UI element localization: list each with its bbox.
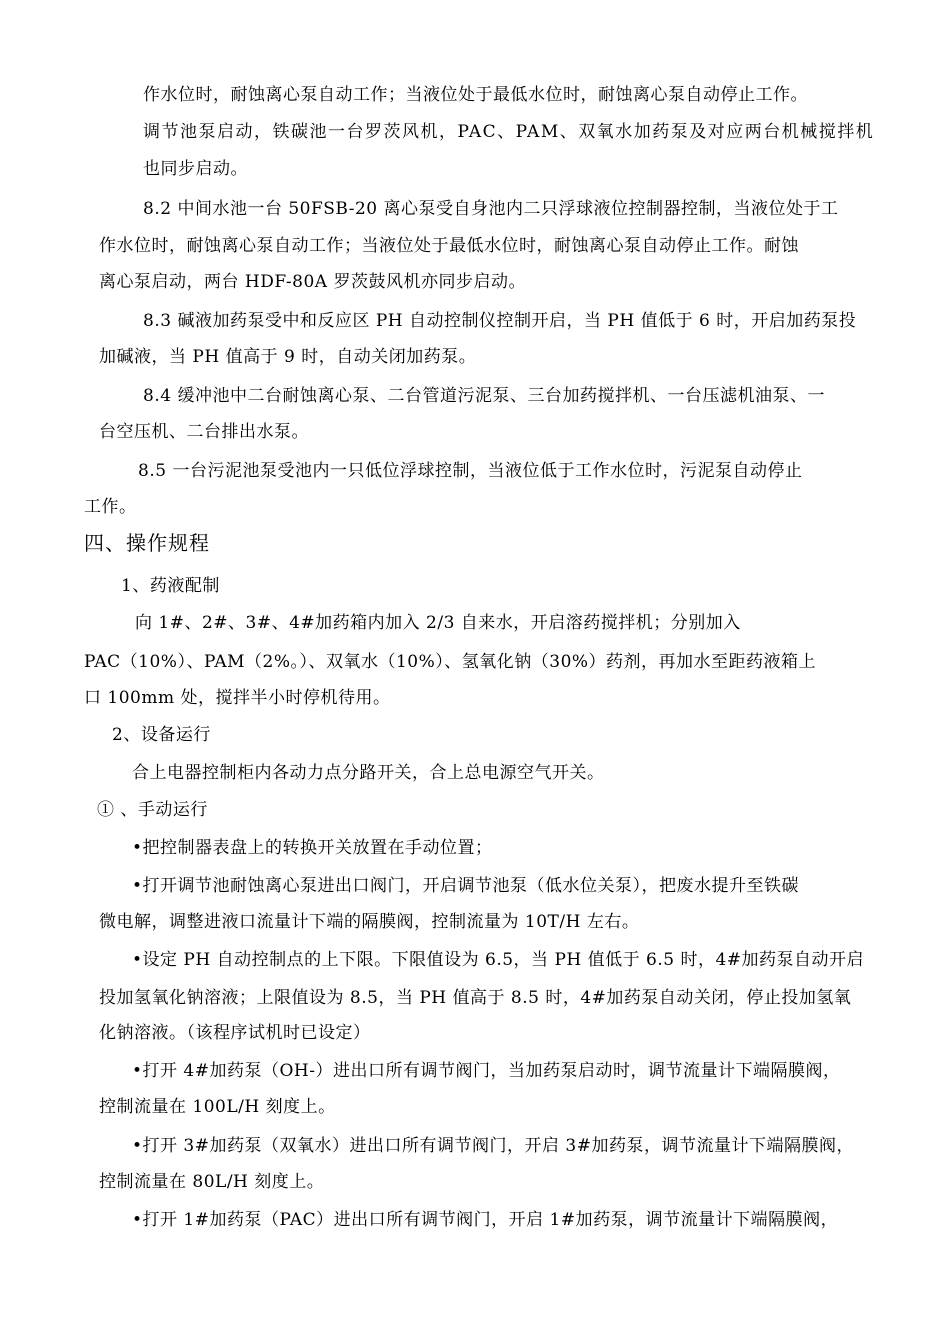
bullet-item: •打开 1#加药泵（PAC）进出口所有调节阀门，开启 1#加药泵，调节流量计下端隔膜阀， (132, 1210, 839, 1230)
section-heading: 四、操作规程 (84, 531, 210, 555)
bullet-item: •打开 3#加药泵（双氧水）进出口所有调节阀门，开启 3#加药泵，调节流量计下端隔膜阀， (132, 1136, 854, 1156)
subsection-heading: 1、药液配制 (121, 576, 220, 596)
text-line: 作水位时，耐蚀离心泵自动工作；当液位处于最低水位时，耐蚀离心泵自动停止工作。耐蚀 (99, 236, 799, 256)
text-line: 8.2 中间水池一台 50FSB-20 离心泵受自身池内二只浮球液位控制器控制，当液位处于工 (143, 199, 839, 219)
text-line: 8.3 碱液加药泵受中和反应区 PH 自动控制仪控制开启，当 PH 值低于 6 时，开启加药泵投 (143, 311, 857, 331)
text-line: 台空压机、二台排出水泵。 (99, 422, 309, 442)
text-line: 加碱液，当 PH 值高于 9 时，自动关闭加药泵。 (99, 347, 477, 367)
text-line: 作水位时，耐蚀离心泵自动工作；当液位处于最低水位时，耐蚀离心泵自动停止工作。 (143, 85, 808, 105)
text-line: 8.4 缓冲池中二台耐蚀离心泵、二台管道污泥泵、三台加药搅拌机、一台压滤机油泵、一 (143, 386, 825, 406)
text-line: 控制流量在 80L/H 刻度上。 (99, 1172, 325, 1192)
text-line: 离心泵启动，两台 HDF-80A 罗茨鼓风机亦同步启动。 (99, 272, 526, 292)
text-line: 微电解，调整进液口流量计下端的隔膜阀，控制流量为 10T/H 左右。 (99, 912, 640, 932)
bullet-item: •设定 PH 自动控制点的上下限。下限值设为 6.5，当 PH 值低于 6.5 时，4#加药泵自动开启 (132, 950, 865, 970)
text-line: 工作。 (84, 497, 137, 517)
text-line: 合上电器控制柜内各动力点分路开关，合上总电源空气开关。 (132, 763, 605, 783)
text-line: 向 1#、2#、3#、4#加药箱内加入 2/3 自来水，开启溶药搅拌机；分别加入 (135, 613, 741, 633)
text-line: 控制流量在 100L/H 刻度上。 (99, 1097, 336, 1117)
text-line: PAC（10%）、PAM（2%。）、双氧水（10%）、氢氧化钠（30%）药剂，再加水至距药液箱上 (84, 652, 817, 672)
bullet-item: •打开调节池耐蚀离心泵进出口阀门，开启调节池泵（低水位关泵），把废水提升至铁碳 (132, 876, 800, 896)
text-line: 调节池泵启动，铁碳池一台罗茨风机，PAC、PAM、双氧水加药泵及对应两台机械搅拌机 (143, 122, 875, 142)
text-line: 口 100mm 处，搅拌半小时停机待用。 (84, 688, 391, 708)
text-line: 也同步启动。 (143, 159, 248, 179)
text-line: 8.5 一台污泥池泵受池内一只低位浮球控制，当液位低于工作水位时，污泥泵自动停止 (138, 461, 803, 481)
text-line: 投加氢氧化钠溶液；上限值设为 8.5，当 PH 值高于 8.5 时，4#加药泵自动关闭，停止投加氢氧 (99, 988, 852, 1008)
subsection-heading: 2、设备运行 (112, 725, 211, 745)
subsection-heading: ① 、手动运行 (97, 800, 208, 820)
bullet-item: •打开 4#加药泵（OH-）进出口所有调节阀门，当加药泵启动时，调节流量计下端隔膜阀， (132, 1061, 841, 1081)
bullet-item: •把控制器表盘上的转换开关放置在手动位置； (132, 838, 493, 858)
text-line: 化钠溶液。（该程序试机时已设定） (99, 1023, 371, 1043)
